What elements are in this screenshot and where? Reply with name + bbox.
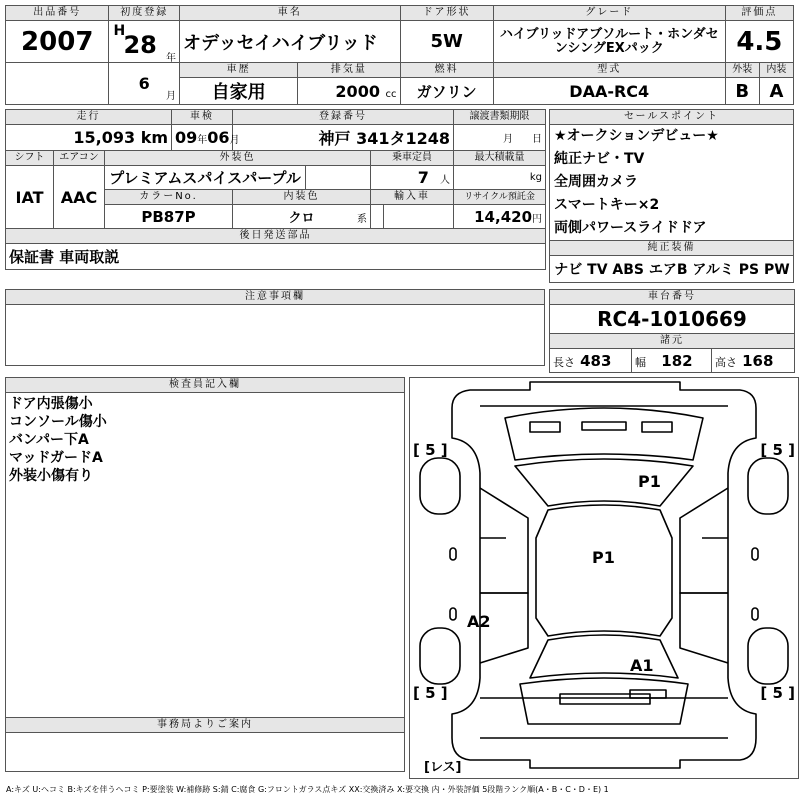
inspector-label: 検査員記入欄 bbox=[6, 378, 405, 393]
color-label: 外装色 bbox=[105, 151, 371, 166]
inspector-line: 外装小傷有り bbox=[9, 468, 93, 484]
car-name: オデッセイハイブリッド bbox=[179, 21, 400, 63]
km-unit: km bbox=[140, 128, 169, 147]
displacement-label: 排気量 bbox=[298, 63, 400, 78]
sales-item: スマートキー×2 bbox=[554, 197, 660, 213]
tire-rear-left: [ 5 ] bbox=[413, 684, 448, 702]
first-reg-label: 初度登録 bbox=[109, 6, 179, 21]
recycle-unit: 円 bbox=[532, 213, 543, 225]
car-diagram-svg bbox=[410, 378, 798, 778]
length-label: 長さ bbox=[553, 356, 575, 369]
exterior-color: プレミアムスパイスパープル bbox=[105, 166, 306, 190]
cc-unit: cc bbox=[385, 88, 397, 100]
later-parts: 保証書 車両取説 bbox=[6, 244, 546, 270]
sales-item: 両側パワースライドドア bbox=[554, 220, 707, 236]
tire-front-left: [ 5 ] bbox=[413, 441, 448, 459]
load-unit: kg bbox=[454, 166, 546, 190]
color-blank bbox=[306, 166, 371, 190]
era: H bbox=[113, 23, 126, 39]
month: 6 bbox=[138, 74, 150, 93]
fuel: ガソリン bbox=[400, 78, 493, 105]
tire-front-right: [ 5 ] bbox=[760, 441, 795, 459]
insp-year-unit: 年 bbox=[197, 135, 208, 146]
legend: A:キズ U:ヘコミ B:キズを伴うヘコミ P:要塗装 W:補修跡 S:錆 C:腐食 G:フロントガラス点キズ XX:交換済み X:要交換 内・外装評価 5段階ランク順(A・B・C・D・E) 1 bbox=[6, 785, 609, 794]
ext-grade: B bbox=[725, 78, 759, 105]
shift-label: シフト bbox=[6, 151, 54, 166]
width-label: 幅 bbox=[635, 356, 646, 369]
reg-label: 登録番号 bbox=[233, 110, 454, 125]
displacement-cell bbox=[298, 78, 400, 105]
recycle-label: リサイクル預託金 bbox=[454, 190, 546, 205]
chassis-label: 車台番号 bbox=[550, 290, 795, 305]
height-label: 高さ bbox=[715, 356, 737, 369]
inspector-line: マッドガードA bbox=[9, 450, 103, 466]
color-number: PB87P bbox=[105, 205, 233, 229]
spec-label: 諸元 bbox=[550, 334, 795, 349]
lot-number: 2007 bbox=[6, 21, 109, 63]
length: 483 bbox=[580, 352, 612, 370]
shift: IAT bbox=[6, 166, 54, 229]
damage-mark-left: A2 bbox=[467, 612, 491, 631]
insp-month-unit: 月 bbox=[229, 135, 240, 146]
transfer-day-unit: 日 bbox=[532, 134, 543, 145]
registration-number: 神戸 341タ1248 bbox=[233, 125, 454, 151]
equipment: ナビ TV ABS エアB アルミ PS PW bbox=[550, 256, 794, 283]
transfer-deadline bbox=[454, 125, 546, 151]
ac-label: エアコン bbox=[54, 151, 105, 166]
capacity-cell bbox=[371, 166, 454, 190]
transfer-month-unit: 月 bbox=[502, 134, 513, 145]
sales-item: ★オークションデビュー★ bbox=[554, 128, 719, 144]
damage-mark-center: P1 bbox=[592, 548, 615, 567]
caution-body bbox=[6, 305, 545, 366]
vehicle-info-table bbox=[5, 109, 546, 270]
mileage-cell bbox=[6, 125, 172, 151]
ac: AAC bbox=[54, 166, 105, 229]
inspector-line: コンソール傷小 bbox=[9, 414, 107, 430]
car-diagram bbox=[409, 377, 799, 779]
recycle-fee: 14,420 bbox=[474, 207, 533, 226]
caution-table bbox=[5, 289, 545, 366]
capacity-label: 乗車定員 bbox=[371, 151, 454, 166]
door-type: 5W bbox=[400, 21, 493, 63]
later-parts-label: 後日発送部品 bbox=[6, 229, 546, 244]
month-unit: 月 bbox=[165, 91, 176, 102]
header-table bbox=[5, 5, 794, 105]
tire-rear-right: [ 5 ] bbox=[760, 684, 795, 702]
capacity-unit: 人 bbox=[440, 175, 451, 186]
door-label: ドア形状 bbox=[400, 6, 493, 21]
grade: ハイブリッドアブソルート・ホンダセンシングEXパック bbox=[493, 21, 725, 63]
import-blank-2 bbox=[384, 205, 454, 229]
transfer-label: 譲渡書類期限 bbox=[454, 110, 546, 125]
office-label: 事務局よりご案内 bbox=[6, 718, 405, 733]
sales-label: セールスポイント bbox=[550, 110, 794, 125]
inspector-notes bbox=[6, 393, 405, 718]
interior-color: クロ bbox=[288, 211, 315, 226]
inspection-cell bbox=[172, 125, 240, 151]
history: 自家用 bbox=[179, 78, 297, 105]
int-label: 内装 bbox=[759, 63, 793, 78]
mileage: 15,093 bbox=[73, 128, 136, 147]
width: 182 bbox=[661, 352, 693, 370]
spare-tire: [レス] bbox=[424, 760, 462, 775]
sales-item: 全周囲カメラ bbox=[554, 174, 638, 190]
import-label: 輸入車 bbox=[371, 190, 454, 205]
int-color-label: 内装色 bbox=[233, 190, 371, 205]
inspector-table bbox=[5, 377, 405, 772]
ext-label: 外装 bbox=[725, 63, 759, 78]
chassis-number: RC4-1010669 bbox=[550, 305, 795, 334]
score-label: 評価点 bbox=[725, 6, 793, 21]
equipment-label: 純正装備 bbox=[550, 241, 794, 256]
load-label: 最大積載量 bbox=[454, 151, 546, 166]
interior-color-cell bbox=[233, 205, 371, 229]
inspector-line: ドア内張傷小 bbox=[9, 396, 93, 412]
capacity: 7 bbox=[417, 168, 429, 187]
height-cell bbox=[712, 349, 795, 373]
first-reg-year bbox=[109, 21, 179, 63]
damage-mark-rear: A1 bbox=[630, 656, 654, 675]
fuel-label: 燃料 bbox=[400, 63, 493, 78]
length-cell bbox=[550, 349, 632, 373]
chassis-table bbox=[549, 289, 795, 373]
sales-list bbox=[550, 125, 794, 241]
mileage-label: 走行 bbox=[6, 110, 172, 125]
score: 4.5 bbox=[725, 21, 793, 63]
inspector-line: バンパー下A bbox=[9, 432, 89, 448]
insp-month: 06 bbox=[207, 128, 230, 147]
history-label: 車歴 bbox=[179, 63, 297, 78]
sales-points-table bbox=[549, 109, 794, 283]
sales-item: 純正ナビ・TV bbox=[554, 151, 645, 167]
model: DAA-RC4 bbox=[493, 78, 725, 105]
displacement: 2000 bbox=[335, 81, 380, 101]
lot-no-label: 出品番号 bbox=[6, 6, 109, 21]
caution-label: 注意事項欄 bbox=[6, 290, 545, 305]
first-reg-month bbox=[109, 63, 179, 105]
inspection-label: 車検 bbox=[172, 110, 233, 125]
recycle-cell bbox=[454, 205, 546, 229]
color-no-label: カラーNo. bbox=[105, 190, 233, 205]
int-color-unit: 系 bbox=[357, 214, 368, 225]
int-grade: A bbox=[759, 78, 793, 105]
damage-mark-roof: P1 bbox=[638, 472, 661, 491]
width-cell bbox=[632, 349, 712, 373]
year-unit: 年 bbox=[165, 53, 176, 64]
model-label: 型式 bbox=[493, 63, 725, 78]
height: 168 bbox=[742, 352, 774, 370]
year: 28 bbox=[123, 31, 157, 59]
office-body bbox=[6, 733, 405, 772]
insp-year: 09 bbox=[175, 128, 198, 147]
car-name-label: 車名 bbox=[179, 6, 400, 21]
import-blank-1 bbox=[371, 205, 384, 229]
grade-label: グレード bbox=[493, 6, 725, 21]
lot-blank bbox=[6, 63, 109, 105]
